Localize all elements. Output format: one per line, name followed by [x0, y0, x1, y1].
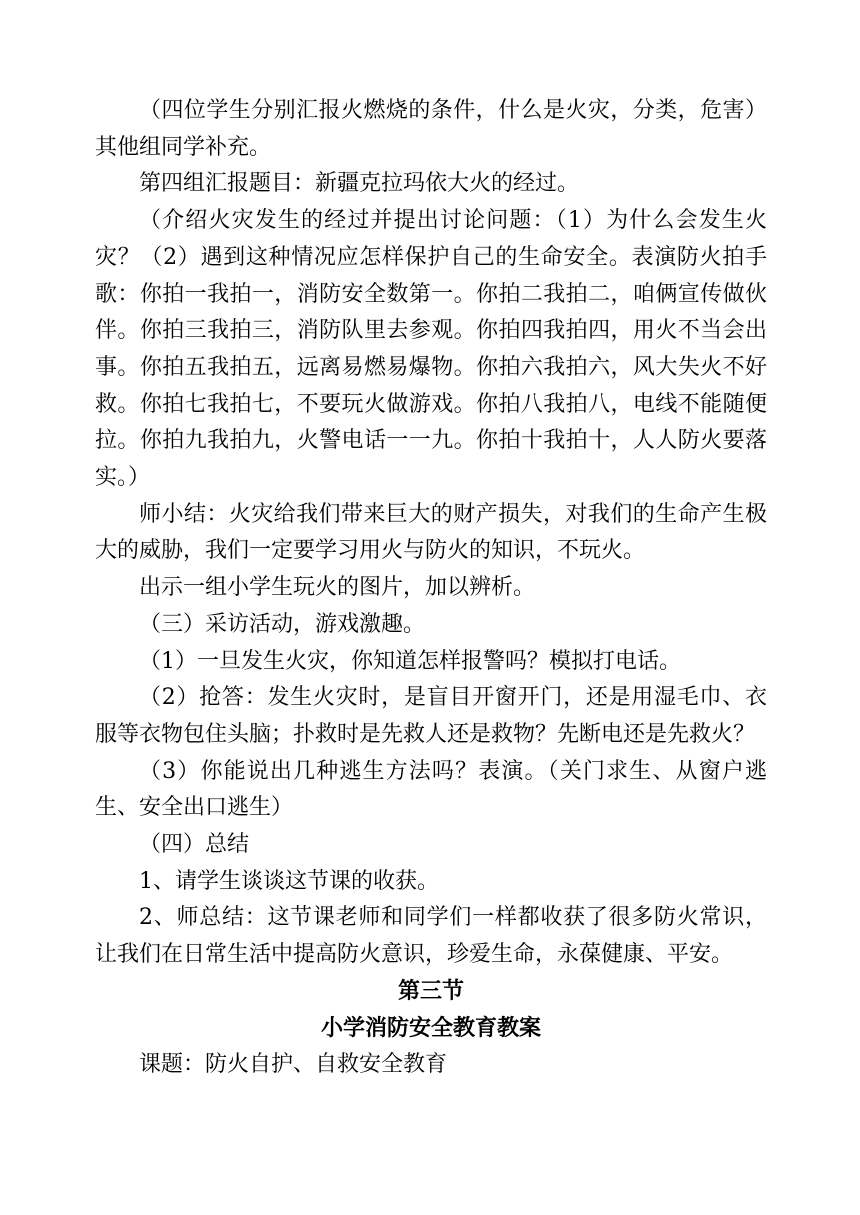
paragraph-summary-one: 1、请学生谈谈这节课的收获。: [139, 868, 439, 894]
paragraph-summary-two: 2、师总结：这节课老师和同学们一样都收获了很多防火常识，让我们在日常生活中提高防火意识，珍爱生命，永葆健康、平安。: [95, 905, 767, 968]
paragraph-fire-song: （介绍火灾发生的经过并提出讨论问题：（1）为什么会发生火灾？（2）遇到这种情况应怎样保护自己的生命安全。表演防火拍手歌：你拍一我拍一，消防安全数第一。你拍二我拍二，咱俩宣传做伙伴。你拍三我拍三，消防队里去参观。你拍四我拍四，用火不当会出事。你拍五我拍五，远离易燃易爆物。你拍六我拍六，风大失火不好救。你拍七我拍七，不要玩火做游戏。你拍八我拍八，电线不能随便拉。你拍九我拍九，火警电话一一九。你拍十我拍十，人人防火要落实。）: [95, 208, 767, 491]
paragraph-question-one: （1）一旦发生火灾，你知道怎样报警吗？模拟打电话。: [139, 648, 681, 674]
paragraph-group-four-topic: 第四组汇报题目：新疆克拉玛依大火的经过。: [139, 171, 580, 197]
paragraph-question-three: （3）你能说出几种逃生方法吗？表演。（关门求生、从窗户逃生、安全出口逃生）: [95, 758, 767, 821]
paragraph-section-four: （四）总结: [139, 832, 250, 858]
paragraph-section-three: （三）采访活动，游戏激趣。: [139, 611, 426, 637]
paragraph-question-two: （2）抢答：发生火灾时，是盲目开窗开门，还是用湿毛巾、衣服等衣物包住头脑；扑救时是先救人还是救物？先断电还是先救火？: [95, 685, 767, 747]
paragraph-show-pictures: 出示一组小学生玩火的图片，加以辨析。: [139, 575, 536, 601]
document-page: [95, 93, 767, 1084]
paragraph-teacher-summary: 师小结：火灾给我们带来巨大的财产损失，对我们的生命产生极大的威胁，我们一定要学习用火与防火的知识，不玩火。: [95, 501, 767, 564]
section-heading: 第三节: [397, 978, 464, 1004]
topic-line: 课题：防火自护、自救安全教育: [139, 1052, 448, 1078]
lesson-title: 小学消防安全教育教案: [320, 1015, 541, 1041]
paragraph-student-report: （四位学生分别汇报火燃烧的条件，什么是火灾，分类，危害）其他组同学补充。: [95, 98, 767, 160]
